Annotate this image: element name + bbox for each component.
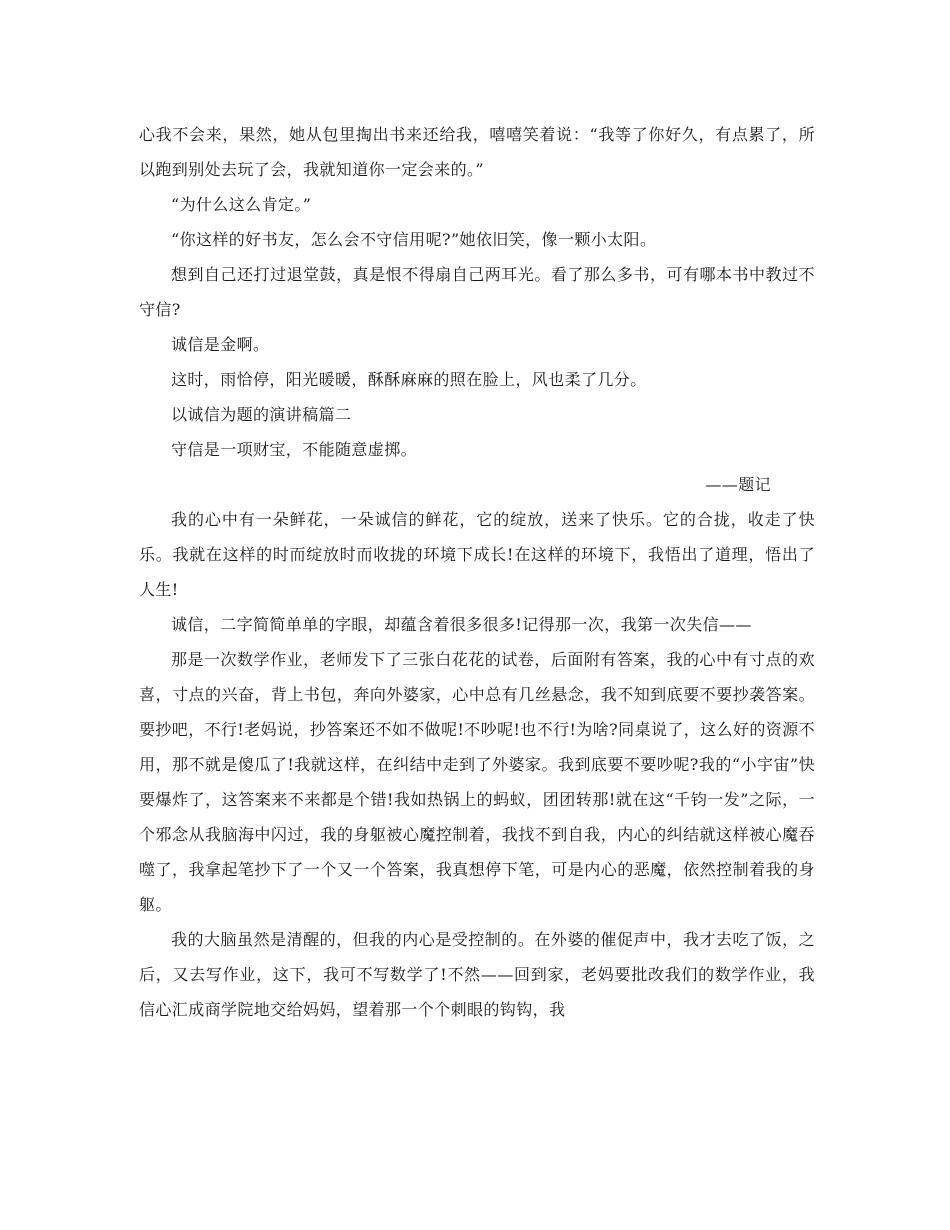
section-heading: 以诚信为题的演讲稿篇二 [171,405,352,424]
paragraph-flower: 我的心中有一朵鲜花，一朵诚信的鲜花，它的绽放，送来了快乐。它的合拢，收走了快乐。我就在这样的时而绽放时而收拢的环境下成长!在这样的环境下，我悟出了道理，悟出了人生! [139,510,815,599]
document-body [139,117,815,1027]
paragraph-dialogue-answer: “你这样的好书友，怎么会不守信用呢?”她依旧笑，像一颗小太阳。 [171,230,657,249]
epigraph-attribution: ——题记 [705,475,771,494]
paragraph-dialogue-question: “为什么这么肯定。” [171,195,312,214]
paragraph-math-homework: 那是一次数学作业，老师发下了三张白花花的试卷，后面附有答案，我的心中有寸点的欢喜，寸点的兴奋，背上书包，奔向外婆家，心中总有几丝悬念，我不知到底要不要抄袭答案。要抄吧，不行!老妈说，抄答案还不如不做呢!不吵呢!也不行!为啥?同桌说了，这么好的资源不用，那不就是傻瓜了!我就这样，在纠结中走到了外婆家。我到底要不要吵呢?我的“小宇宙”快要爆炸了，这答案来不来都是个错!我如热锅上的蚂蚁，团团转那!就在这“千钧一发”之际，一个邪念从我脑海中闪过，我的身躯被心魔控制着，我找不到自我，内心的纠结就这样被心魔吞噬了，我拿起笔抄下了一个又一个答案，我真想停下笔，可是内心的恶魔，依然控制着我的身躯。 [139,650,815,914]
paragraph-first-dishonesty: 诚信，二字简简单单的字眼，却蕴含着很多很多!记得那一次，我第一次失信—— [171,615,752,634]
paragraph-honesty-gold: 诚信是金啊。 [171,335,270,354]
epigraph: 守信是一项财宝，不能随意虚掷。 [171,440,418,459]
paragraph-reflection: 想到自己还打过退堂鼓，真是恨不得扇自己两耳光。看了那么多书，可有哪本书中教过不守信? [139,265,815,319]
paragraph-sunshine: 这时，雨恰停，阳光暖暖，酥酥麻麻的照在脸上，风也柔了几分。 [171,370,647,389]
paragraph-continuation: 心我不会来，果然，她从包里掏出书来还给我，嘻嘻笑着说：“我等了你好久，有点累了，所以跑到别处去玩了会，我就知道你一定会来的。” [139,125,815,179]
paragraph-aftermath: 我的大脑虽然是清醒的，但我的内心是受控制的。在外婆的催促声中，我才去吃了饭，之后，又去写作业，这下，我可不写数学了!不然——回到家，老妈要批改我们的数学作业，我信心汇成商学院地交给妈妈，望着那一个个刺眼的钩钩，我 [139,930,815,1019]
